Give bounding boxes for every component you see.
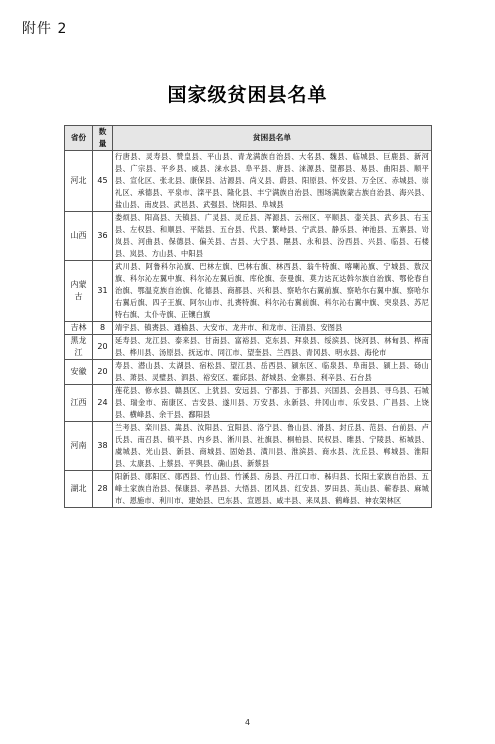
table-row — [65, 385, 432, 422]
table-row — [65, 471, 432, 508]
county-list-cell: 靖宇县、镇赉县、通榆县、大安市、龙井市、和龙市、汪清县、安图县 — [113, 322, 432, 335]
province-cell: 安徽 — [65, 360, 93, 385]
attachment-label: 附件 2 — [22, 21, 68, 37]
count-cell: 28 — [93, 471, 113, 508]
count-cell: 45 — [93, 151, 113, 212]
table-header-row — [65, 126, 432, 151]
table-row — [65, 422, 432, 471]
count-cell: 24 — [93, 385, 113, 422]
page-number: 4 — [244, 718, 251, 727]
county-list-cell: 兰考县、栾川县、嵩县、汝阳县、宜阳县、洛宁县、鲁山县、滑县、封丘县、范县、台前县、卢氏县、南召县、镇平县、内乡县、淅川县、社旗县、桐柏县、民权县、睢县、宁陵县、柘城县、虞城县、光山县、新县、商城县、固始县、潢川县、淮滨县、商水县、沈丘县、郸城县、淮阳县、太康县、上蔡县、平舆县、确山县、新蔡县 — [113, 422, 432, 471]
county-list-cell: 娄烦县、阳高县、天镇县、广灵县、灵丘县、浑源县、云州区、平顺县、壶关县、武乡县、右玉县、左权县、和顺县、平陆县、五台县、代县、繁峙县、宁武县、静乐县、神池县、五寨县、岢岚县、河曲县、保德县、偏关县、吉县、大宁县、隰县、永和县、汾西县、兴县、临县、石楼县、岚县、方山县、中阳县 — [113, 212, 432, 261]
count-cell: 31 — [93, 261, 113, 322]
province-cell: 吉林 — [65, 322, 93, 335]
poverty-county-table — [64, 125, 432, 508]
county-list-cell: 莲花县、修水县、赣县区、上犹县、安远县、宁都县、于都县、兴国县、会昌县、寻乌县、石城县、瑞金市、南康区、吉安县、遂川县、万安县、永新县、井冈山市、乐安县、广昌县、上饶县、横峰县、余干县、鄱阳县 — [113, 385, 432, 422]
column-header-count: 数量 — [93, 126, 113, 151]
province-cell: 内蒙古 — [65, 261, 93, 322]
count-cell: 20 — [93, 335, 113, 360]
province-cell: 江西 — [65, 385, 93, 422]
province-cell: 河北 — [65, 151, 93, 212]
table-row — [65, 322, 432, 335]
province-cell: 湖北 — [65, 471, 93, 508]
county-list-cell: 武川县、阿鲁科尔沁旗、巴林左旗、巴林右旗、林西县、翁牛特旗、喀喇沁旗、宁城县、敖汉旗、科尔沁左翼中旗、科尔沁左翼后旗、库伦旗、奈曼旗、莫力达瓦达斡尔族自治旗、鄂伦春自治旗、鄂温克族自治旗、化德县、商都县、兴和县、察哈尔右翼前旗、察哈尔右翼中旗、察哈尔右翼后旗、四子王旗、阿尔山市、扎赉特旗、科尔沁右翼前旗、科尔沁右翼中旗、突泉县、苏尼特右旗、太仆寺旗、正镶白旗 — [113, 261, 432, 322]
column-header-county-list: 贫困县名单 — [113, 126, 432, 151]
count-cell: 38 — [93, 422, 113, 471]
province-cell: 河南 — [65, 422, 93, 471]
count-cell: 8 — [93, 322, 113, 335]
county-list-cell: 寿县、潜山县、太湖县、宿松县、望江县、岳西县、颍东区、临泉县、阜南县、颍上县、砀山县、萧县、灵璧县、泗县、裕安区、霍邱县、舒城县、金寨县、利辛县、石台县 — [113, 360, 432, 385]
province-cell: 山西 — [65, 212, 93, 261]
count-cell: 36 — [93, 212, 113, 261]
table-row — [65, 335, 432, 360]
count-cell: 20 — [93, 360, 113, 385]
province-cell: 黑龙江 — [65, 335, 93, 360]
county-list-cell: 行唐县、灵寿县、赞皇县、平山县、青龙满族自治县、大名县、魏县、临城县、巨鹿县、新河县、广宗县、平乡县、威县、涞水县、阜平县、唐县、涞源县、望都县、易县、曲阳县、顺平县、宣化区、张北县、康保县、沽源县、尚义县、蔚县、阳原县、怀安县、万全区、赤城县、崇礼区、承德县、平泉市、滦平县、隆化县、丰宁满族自治县、围场满族蒙古族自治县、海兴县、盐山县、南皮县、武邑县、武强县、饶阳县、阜城县 — [113, 151, 432, 212]
document-title: 国家级贫困县名单 — [167, 84, 328, 106]
county-list-cell: 阳新县、郧阳区、郧西县、竹山县、竹溪县、房县、丹江口市、秭归县、长阳土家族自治县、五峰土家族自治县、保康县、孝昌县、大悟县、团风县、红安县、罗田县、英山县、蕲春县、麻城市、恩施市、利川市、建始县、巴东县、宣恩县、咸丰县、来凤县、鹤峰县、神农架林区 — [113, 471, 432, 508]
table-row — [65, 212, 432, 261]
column-header-province: 省份 — [65, 126, 93, 151]
table-row — [65, 261, 432, 322]
table-row — [65, 151, 432, 212]
county-list-cell: 延寿县、龙江县、泰来县、甘南县、富裕县、克东县、拜泉县、绥滨县、饶河县、林甸县、桦南县、桦川县、汤原县、抚远市、同江市、望奎县、兰西县、青冈县、明水县、海伦市 — [113, 335, 432, 360]
table-row — [65, 360, 432, 385]
